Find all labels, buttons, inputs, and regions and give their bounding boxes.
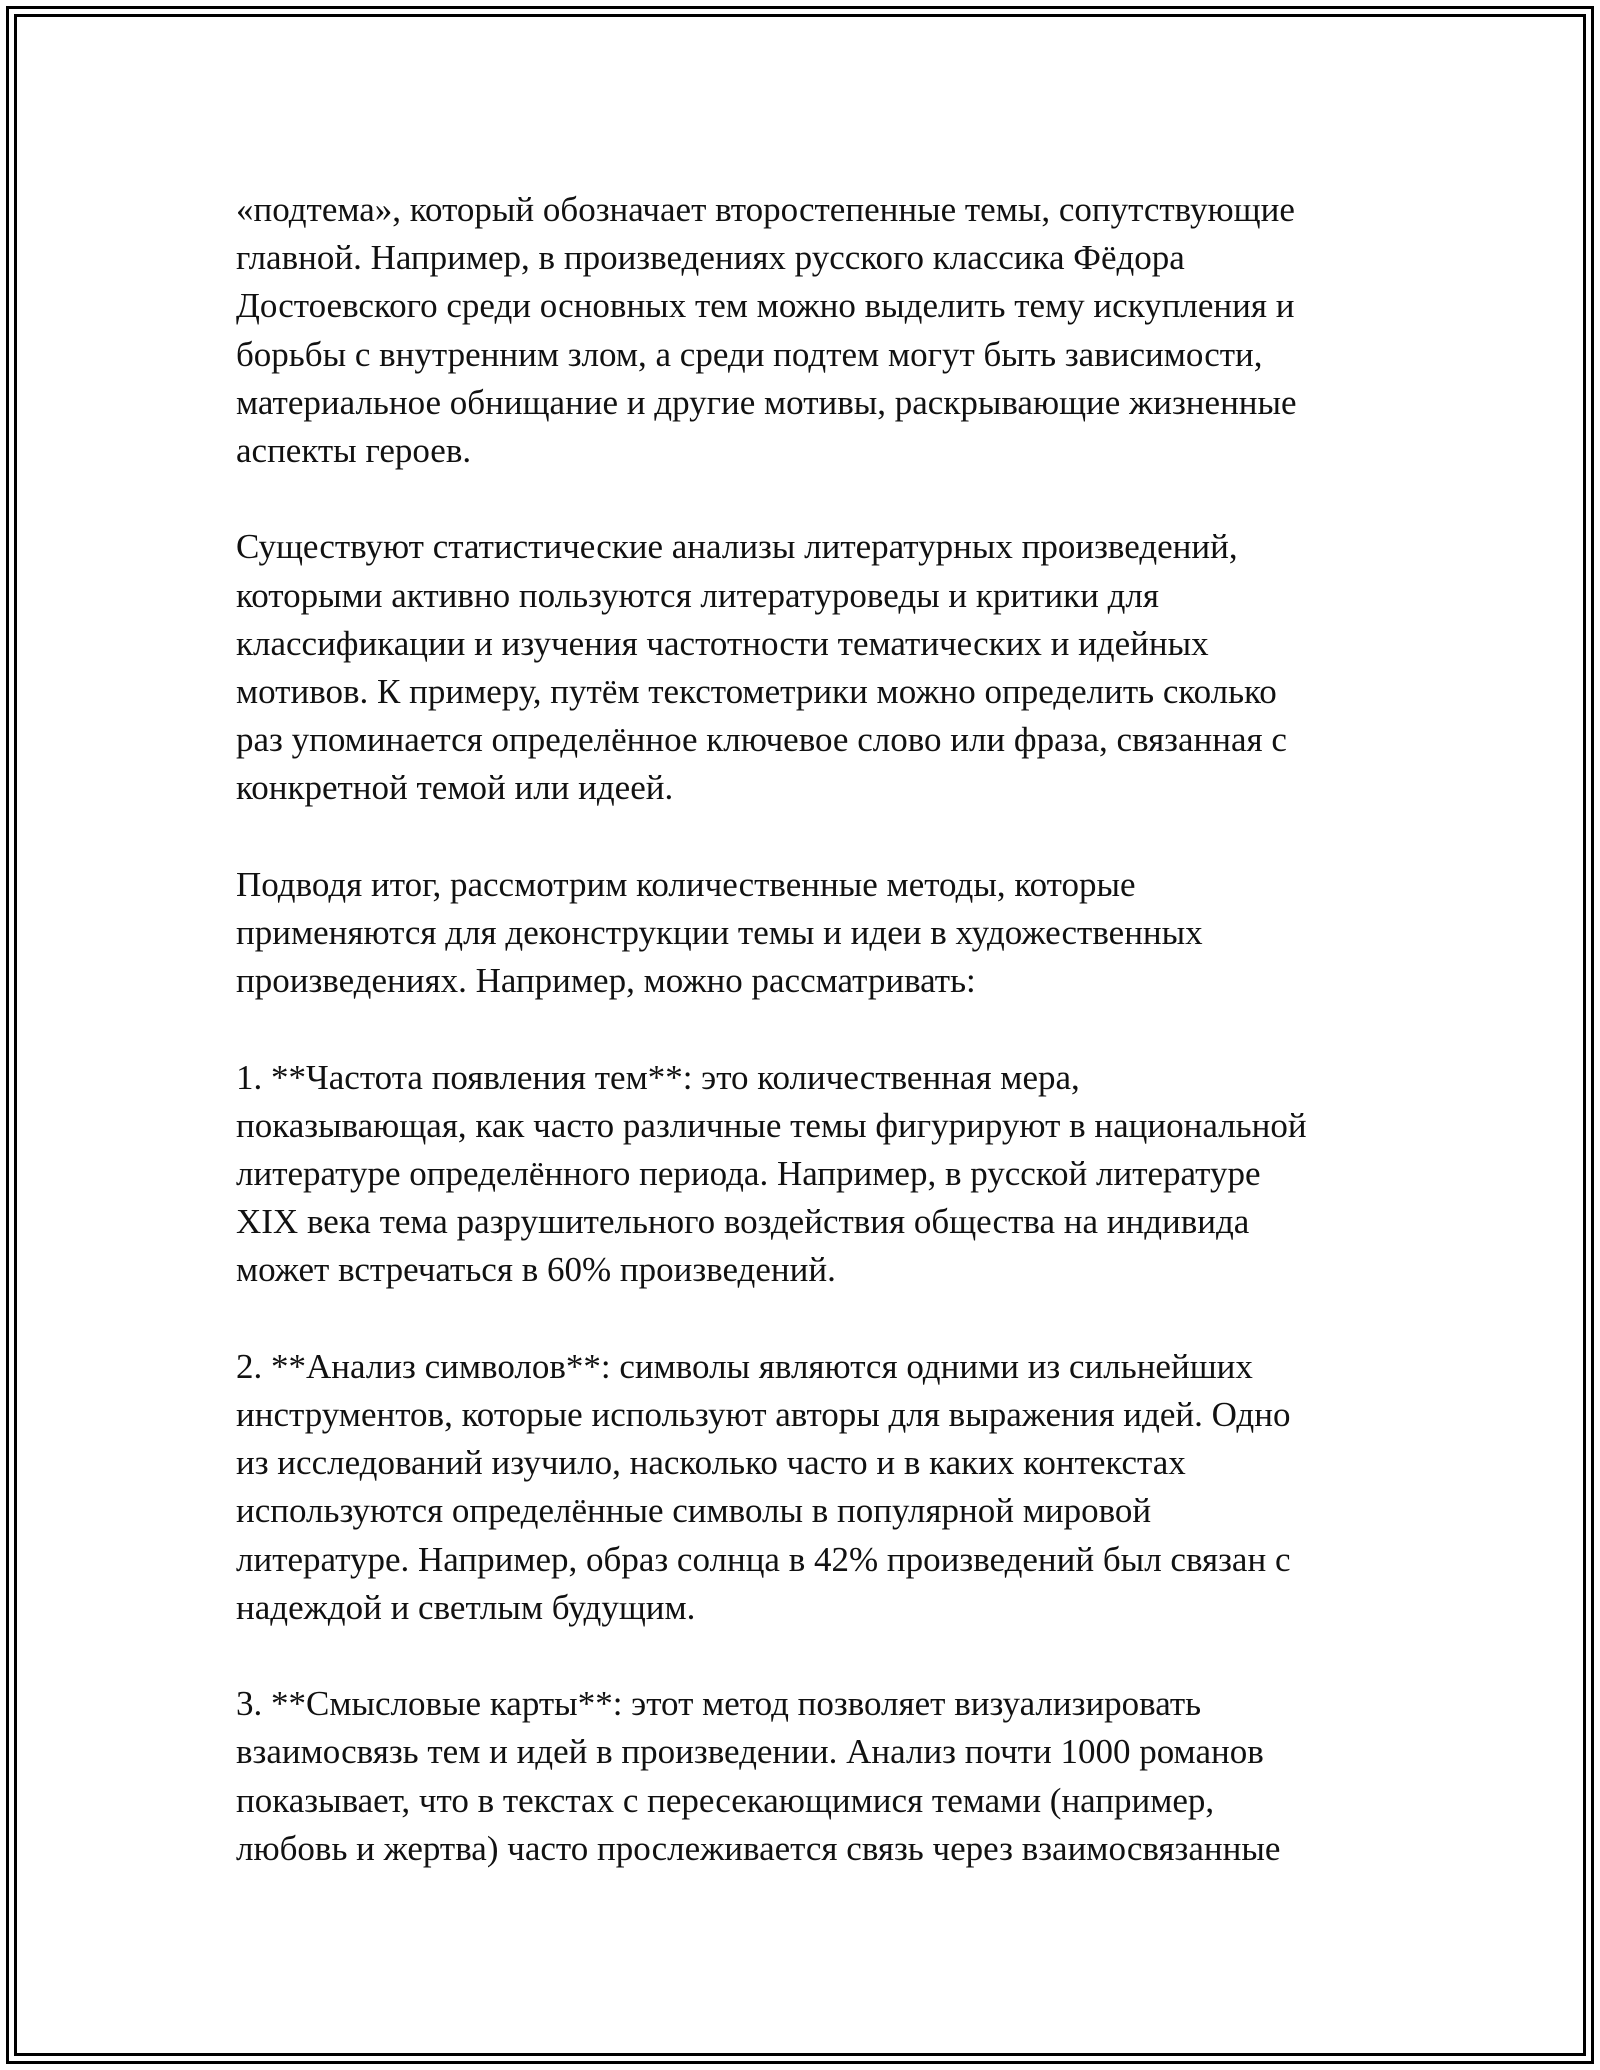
- text-line: 2. **Анализ символов**: символы являются одними из сильнейших: [236, 1346, 1253, 1386]
- text-line: классификации и изучения частотности тематических и идейных: [236, 623, 1209, 663]
- text-line: литературе определённого периода. Например, в русской литературе: [236, 1154, 1261, 1194]
- text-line: материальное обнищание и другие мотивы, раскрывающие жизненные: [236, 382, 1297, 422]
- list-item-semantic-maps: [236, 1680, 1416, 1873]
- text-line: из исследований изучило, насколько часто и в каких контекстах: [236, 1443, 1186, 1483]
- text-line: показывающая, как часто различные темы фигурируют в национальной: [236, 1105, 1307, 1145]
- text-line: 1. **Частота появления тем**: это количественная мера,: [236, 1057, 1080, 1097]
- text-line: используются определённые символы в популярной мировой: [236, 1491, 1152, 1531]
- text-line: мотивов. К примеру, путём текстометрики можно определить сколько: [236, 672, 1277, 712]
- text-line: «подтема», который обозначает второстепенные темы, сопутствующие: [236, 190, 1295, 229]
- text-line: Достоевского среди основных тем можно выделить тему искупления и: [236, 286, 1295, 326]
- text-line: 3. **Смысловые карты**: этот метод позволяет визуализировать: [236, 1684, 1202, 1724]
- paragraph-summary: [236, 861, 1416, 1006]
- text-line: которыми активно пользуются литературоведы и критики для: [236, 575, 1159, 615]
- list-item-symbol-analysis: [236, 1343, 1416, 1632]
- paragraph-subtheme: [236, 186, 1416, 475]
- text-line: раз упоминается определённое ключевое слово или фраза, связанная с: [236, 720, 1287, 760]
- paragraph-statistics: [236, 523, 1416, 812]
- text-line: взаимосвязь тем и идей в произведении. Анализ почти 1000 романов: [236, 1732, 1264, 1772]
- text-line: конкретной темой или идеей.: [236, 768, 674, 808]
- text-line: произведениях. Например, можно рассматривать:: [236, 961, 976, 1001]
- document-body: [236, 186, 1416, 1921]
- text-line: применяются для деконструкции темы и идеи в художественных: [236, 913, 1203, 953]
- text-line: Существуют статистические анализы литературных произведений,: [236, 527, 1238, 567]
- text-line: борьбы с внутренним злом, а среди подтем могут быть зависимости,: [236, 334, 1263, 374]
- text-line: XIX века тема разрушительного воздействия общества на индивида: [236, 1202, 1250, 1242]
- text-line: аспекты героев.: [236, 431, 472, 471]
- text-line: любовь и жертва) часто прослеживается связь через взаимосвязанные: [236, 1828, 1281, 1868]
- text-line: надеждой и светлым будущим.: [236, 1587, 696, 1627]
- text-line: инструментов, которые используют авторы для выражения идей. Одно: [236, 1395, 1291, 1435]
- list-item-theme-frequency: [236, 1054, 1416, 1295]
- text-line: Подводя итог, рассмотрим количественные методы, которые: [236, 864, 1136, 904]
- text-line: показывает, что в текстах с пересекающимися темами (например,: [236, 1780, 1215, 1820]
- text-line: литературе. Например, образ солнца в 42% произведений был связан с: [236, 1539, 1291, 1579]
- text-line: главной. Например, в произведениях русского классика Фёдора: [236, 238, 1185, 278]
- text-line: может встречаться в 60% произведений.: [236, 1250, 836, 1290]
